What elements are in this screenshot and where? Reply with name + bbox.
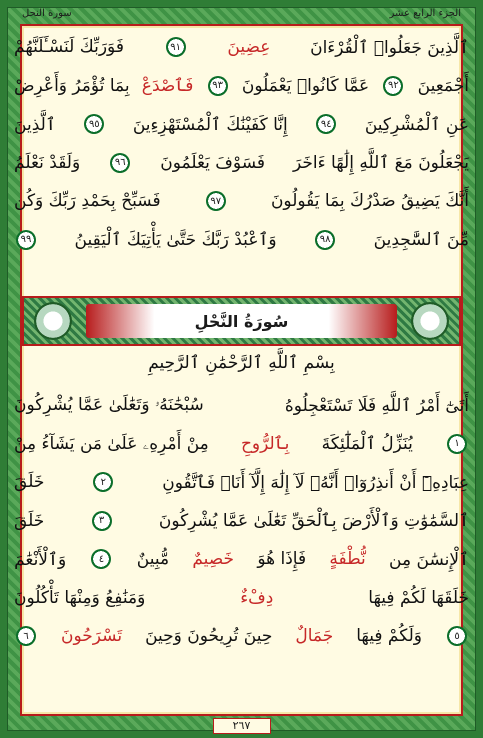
ayah-number: ٣: [92, 511, 112, 531]
ayah-number: ١: [447, 434, 467, 454]
verse-line: عَنِ ٱلْمُشْرِكِينَ ٩٤ إِنَّا كَفَيْنَٰكَ ٱلْمُسْتَهْزِءِينَ ٩٥ ٱلَّذِينَ: [14, 114, 469, 135]
surah-divider: [22, 296, 461, 346]
ayah-number: ٩٩: [16, 230, 36, 250]
verse-line: أَنَّكَ يَضِيقُ صَدْرُكَ بِمَا يَقُولُونَ ٩٧ فَسَبِّحْ بِحَمْدِ رَبِّكَ وَكُن: [14, 191, 469, 212]
ayah-number: ٥: [447, 626, 467, 646]
verse-line: ٱلسَّمَٰوَٰتِ وَٱلْأَرْضَ بِٱلْحَقِّ تَعَٰلَىٰ عَمَّا يُشْرِكُونَ ٣ خَلَقَ: [14, 510, 469, 532]
ornament-medallion-icon: [411, 302, 449, 340]
juz-label: الجزء الرابع عشر: [389, 7, 461, 19]
ayah-number: ٢: [93, 472, 113, 492]
surah-banner: [86, 304, 397, 338]
verse-line: أَجْمَعِينَ ٩٢ عَمَّا كَانُوا۟ يَعْمَلُونَ ٩٣ فَٱصْدَعْ بِمَا تُؤْمَرُ وَأَعْرِضْ: [14, 75, 469, 97]
ornament-medallion-icon: [34, 302, 72, 340]
verse-line: ٱلَّذِينَ جَعَلُوا۟ ٱلْقُرْءَانَ عِضِينَ ٩١ فَوَرَبِّكَ لَنَسْـَٔلَنَّهُمْ: [14, 37, 469, 58]
ayah-number: ٩٣: [208, 76, 228, 96]
ayah-number: ٦: [16, 626, 36, 646]
basmala: بِسْمِ ٱللَّهِ ٱلرَّحْمَٰنِ ٱلرَّحِيمِ: [148, 353, 335, 373]
surah-label: سورة النحل: [22, 7, 72, 19]
ayah-number: ٩٨: [315, 230, 335, 250]
ayah-number: ٩٤: [316, 114, 336, 134]
page-header: [22, 6, 461, 20]
verse-line: مِّنَ ٱلسَّٰجِدِينَ ٩٨ وَٱعْبُدْ رَبَّكَ حَتَّىٰ يَأْتِيَكَ ٱلْيَقِينُ ٩٩: [14, 221, 469, 260]
verse-line: عِبَادِهِۦٓ أَنْ أَنذِرُوٓا۟ أَنَّهُۥ لَآ إِلَٰهَ إِلَّآ أَنَا۠ فَٱتَّقُونِ ٢ خَلَقَ: [14, 472, 469, 493]
ayah-number: ٤: [91, 549, 111, 569]
ayah-number: ٩٦: [110, 153, 130, 173]
bottom-verse-block: [14, 386, 469, 656]
verse-line: خَلَقَهَا لَكُمْ فِيهَا دِفْءٌ وَمَنَٰفِعُ وَمِنْهَا تَأْكُلُونَ: [14, 587, 469, 608]
surah-title: سُورَةُ النَّحْلِ: [194, 311, 289, 331]
ayah-number: ٩١: [166, 37, 186, 57]
ayah-number: ٩٧: [206, 191, 226, 211]
top-verse-block: [14, 28, 469, 259]
verse-line: ٥ وَلَكُمْ فِيهَا جَمَالٌ حِينَ تُرِيحُونَ وَحِينَ تَسْرَحُونَ ٦: [14, 617, 469, 656]
ayah-number: ٩٥: [84, 114, 104, 134]
ayah-number: ٩٢: [383, 76, 403, 96]
page-number: ٢٦٧: [213, 718, 271, 734]
verse-line: ٱلْإِنسَٰنَ مِن نُّطْفَةٍ فَإِذَا هُوَ خَصِيمٌ مُّبِينٌ ٤ وَٱلْأَنْعَٰمَ: [14, 549, 469, 570]
verse-line: ١ يُنَزِّلُ ٱلْمَلَٰٓئِكَةَ بِٱلرُّوحِ مِنْ أَمْرِهِۦ عَلَىٰ مَن يَشَآءُ مِنْ: [14, 425, 469, 464]
verse-line: أَتَىٰٓ أَمْرُ ٱللَّهِ فَلَا تَسْتَعْجِلُوهُ سُبْحَٰنَهُۥ وَتَعَٰلَىٰ عَمَّا يُشْرِكُونَ: [14, 395, 469, 416]
verse-line: يَجْعَلُونَ مَعَ ٱللَّهِ إِلَٰهًا ءَاخَرَ فَسَوْفَ يَعْلَمُونَ ٩٦ وَلَقَدْ نَعْلَمُ: [14, 152, 469, 174]
